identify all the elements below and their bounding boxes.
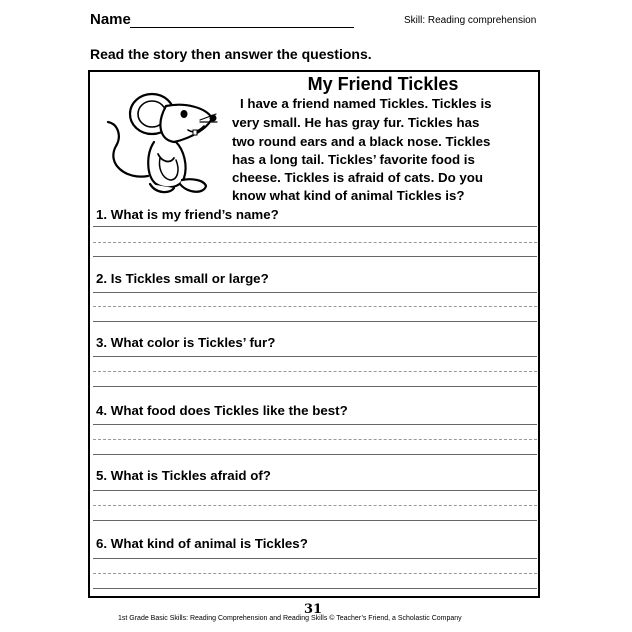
question-1: 1. What is my friend’s name? [96,207,279,222]
answer-line-base[interactable] [93,386,537,387]
answer-line-mid[interactable] [93,573,537,574]
story-title: My Friend Tickles [307,74,459,94]
story-line: very small. He has gray fur. Tickles has [232,115,480,130]
name-answer-line[interactable] [130,27,354,28]
answer-line-top[interactable] [93,558,537,559]
answer-line-mid[interactable] [93,505,537,506]
instructions: Read the story then answer the questions. [90,46,372,62]
answer-line-top[interactable] [93,490,537,491]
answer-line-base[interactable] [93,256,537,257]
story-line: cheese. Tickles is afraid of cats. Do you [232,170,484,185]
answer-line-top[interactable] [93,424,537,425]
question-3: 3. What color is Tickles’ fur? [96,335,276,350]
answer-line-top[interactable] [93,356,537,357]
answer-line-mid[interactable] [93,371,537,372]
story-line: know what kind of animal Tickles is? [232,188,465,203]
story-line: has a long tail. Tickles’ favorite food is [232,152,475,167]
answer-line-mid[interactable] [93,439,537,440]
answer-line-base[interactable] [93,520,537,521]
mouse-illustration [96,84,220,208]
story-line: two round ears and a black nose. Tickles [232,134,491,149]
question-2: 2. Is Tickles small or large? [96,271,269,286]
question-5: 5. What is Tickles afraid of? [96,468,271,483]
skill-label: Skill: Reading comprehension [404,15,537,26]
story-line: I have a friend named Tickles. Tickles is [240,96,492,111]
name-label: Name [90,11,131,28]
page-number: 31 [303,602,323,617]
answer-line-top[interactable] [93,226,537,227]
answer-line-mid[interactable] [93,242,537,243]
question-6: 6. What kind of animal is Tickles? [96,536,308,551]
answer-line-base[interactable] [93,321,537,322]
answer-line-top[interactable] [93,292,537,293]
answer-line-mid[interactable] [93,306,537,307]
answer-line-base[interactable] [93,454,537,455]
answer-line-base[interactable] [93,588,537,589]
question-4: 4. What food does Tickles like the best? [96,403,348,418]
footer-credit: 1st Grade Basic Skills: Reading Comprehension and Reading Skills © Teacher’s Friend, a Scholastic Company [118,615,462,622]
